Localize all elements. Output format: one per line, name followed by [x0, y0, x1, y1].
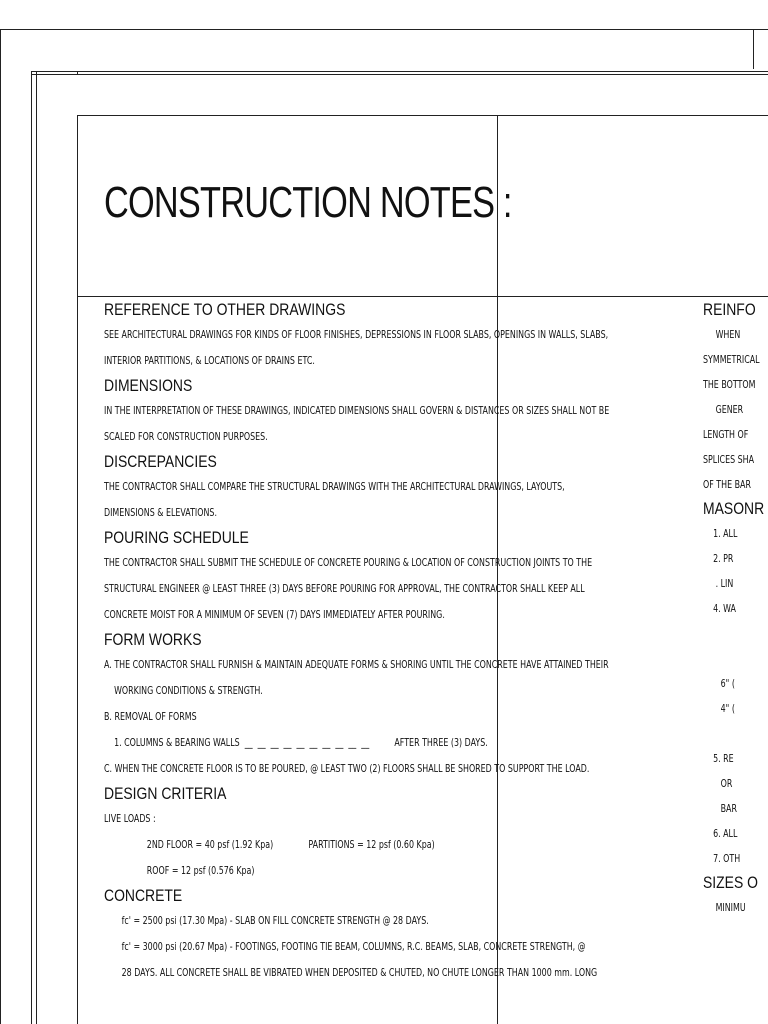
note-line: 2ND FLOOR = 40 psf (1.92 Kpa) PARTITIONS = 12 psf (0.60 Kpa) — [104, 838, 435, 851]
right-notes-column — [703, 298, 768, 920]
section-heading: POURING SCHEDULE — [104, 528, 249, 547]
note-line: 6. ALL — [703, 827, 738, 840]
note-line: 6" ( — [703, 677, 735, 690]
inner-border-left-2 — [36, 71, 37, 1024]
note-line: THE BOTTOM — [703, 378, 756, 391]
note-line — [703, 646, 753, 671]
section-heading: DESIGN CRITERIA — [104, 784, 227, 803]
note-line: 5. RE — [703, 752, 734, 765]
note-line: SEE ARCHITECTURAL DRAWINGS FOR KINDS OF FLOOR FINISHES, DEPRESSIONS IN FLOOR SLABS, OPENINGS IN WALLS, SLABS, — [104, 328, 609, 341]
tick-mark — [77, 71, 78, 75]
note-line: GENER — [703, 403, 744, 416]
section-heading: REFERENCE TO OTHER DRAWINGS — [104, 300, 346, 319]
note-line: 4. WA — [703, 602, 736, 615]
left-notes-column — [104, 298, 664, 986]
note-line: C. WHEN THE CONCRETE FLOOR IS TO BE POURED, @ LEAST TWO (2) FLOORS SHALL BE SHORED TO SUPPORT THE LOAD. — [104, 762, 590, 775]
note-line: fc' = 2500 psi (17.30 Mpa) - SLAB ON FILL CONCRETE STRENGTH @ 28 DAYS. — [104, 914, 429, 927]
note-line: 1. ALL — [703, 527, 738, 540]
note-line: DIMENSIONS & ELEVATIONS. — [104, 506, 217, 519]
note-line: MINIMU — [703, 901, 746, 914]
note-line: SPLICES SHA — [703, 453, 755, 466]
note-line: IN THE INTERPRETATION OF THESE DRAWINGS, INDICATED DIMENSIONS SHALL GOVERN & DISTANCES OR SIZES SHALL NOT BE — [104, 404, 610, 417]
note-line: 2. PR — [703, 552, 734, 565]
note-line: BAR — [703, 802, 737, 815]
note-line: 4" ( — [703, 702, 735, 715]
note-line: SCALED FOR CONSTRUCTION PURPOSES. — [104, 430, 268, 443]
note-line: 1. COLUMNS & BEARING WALLS __ __ __ __ __ __ __ __ __ __ AFTER THREE (3) DAYS. — [104, 736, 488, 749]
note-line: . LIN — [703, 577, 734, 590]
inner-border-left — [31, 71, 32, 1024]
note-line: A. THE CONTRACTOR SHALL FURNISH & MAINTAIN ADEQUATE FORMS & SHORING UNTIL THE CONCRETE HAVE ATTAINED THEIR — [104, 658, 609, 671]
note-line: fc' = 3000 psi (20.67 Mpa) - FOOTINGS, FOOTING TIE BEAM, COLUMNS, R.C. BEAMS, SLAB, CONCRETE STRENGTH, @ — [104, 940, 586, 953]
note-line: WHEN — [703, 328, 741, 341]
note-line — [703, 621, 753, 646]
title-box-top — [77, 115, 768, 116]
inner-border-top — [31, 71, 768, 72]
note-line: OR — [703, 777, 733, 790]
note-line: CONCRETE MOIST FOR A MINIMUM OF SEVEN (7) DAYS IMMEDIATELY AFTER POURING. — [104, 608, 445, 621]
section-heading: DIMENSIONS — [104, 376, 193, 395]
title-box-left — [77, 115, 78, 1024]
note-line: OF THE BAR — [703, 478, 751, 491]
note-line: THE CONTRACTOR SHALL SUBMIT THE SCHEDULE OF CONCRETE POURING & LOCATION OF CONSTRUCTION JOINTS TO THE — [104, 556, 593, 569]
note-line: ROOF = 12 psf (0.576 Kpa) — [104, 864, 255, 877]
section-heading: SIZES O — [703, 873, 759, 892]
title-box-bottom — [77, 296, 768, 297]
note-line: 7. OTH — [703, 852, 741, 865]
note-line: 28 DAYS. ALL CONCRETE SHALL BE VIBRATED WHEN DEPOSITED & CHUTED, NO CHUTE LONGER THAN 1000 mm. LONG — [104, 966, 598, 979]
note-line: WORKING CONDITIONS & STRENGTH. — [104, 684, 263, 697]
outer-border-left — [0, 29, 1, 1024]
outer-border-top — [0, 29, 768, 30]
section-heading: REINFO — [703, 300, 756, 319]
inner-border-top-2 — [31, 74, 768, 75]
note-line: B. REMOVAL OF FORMS — [104, 710, 197, 723]
page-title: CONSTRUCTION NOTES : — [104, 178, 512, 227]
outer-border-right — [753, 29, 754, 69]
section-heading: DISCREPANCIES — [104, 452, 217, 471]
note-line: LIVE LOADS : — [104, 812, 156, 825]
section-heading: CONCRETE — [104, 886, 183, 905]
note-line — [703, 721, 753, 746]
note-line: INTERIOR PARTITIONS, & LOCATIONS OF DRAINS ETC. — [104, 354, 315, 367]
note-line: LENGTH OF — [703, 428, 749, 441]
note-line: SYMMETRICAL — [703, 353, 760, 366]
section-heading: MASONR — [703, 499, 765, 518]
section-heading: FORM WORKS — [104, 630, 202, 649]
note-line: STRUCTURAL ENGINEER @ LEAST THREE (3) DAYS BEFORE POURING FOR APPROVAL, THE CONTRACTOR SHALL KEEP ALL — [104, 582, 585, 595]
note-line: THE CONTRACTOR SHALL COMPARE THE STRUCTURAL DRAWINGS WITH THE ARCHITECTURAL DRAWINGS, LAYOUTS, — [104, 480, 565, 493]
